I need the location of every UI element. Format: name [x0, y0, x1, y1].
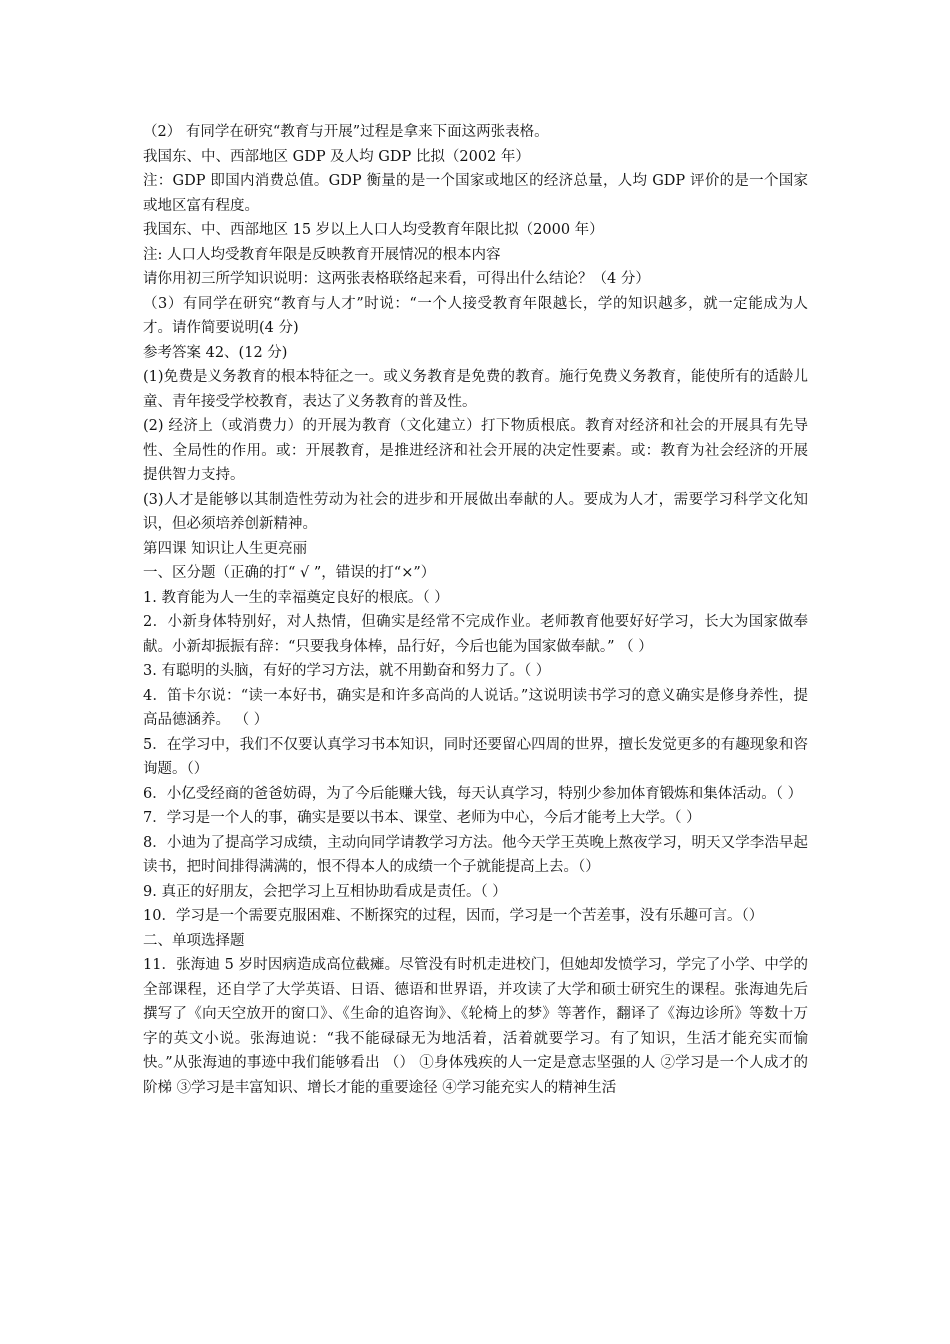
- question-item: 4．笛卡尔说：“读一本好书，确实是和许多高尚的人说话。”这说明读书学习的意义确实是修身养性，提高品德涵养。 （ ）: [143, 687, 808, 728]
- paragraph: （2） 有同学在研究“教育与开展”过程是拿来下面这两张表格。: [143, 124, 549, 140]
- question-item: 7．学习是一个人的事，确实是要以书本、课堂、老师为中心，今后才能考上大学。（ ）: [143, 810, 701, 826]
- paragraph: (3)人才是能够以其制造性劳动为社会的进步和开展做出奉献的人。要成为人才，需要学习科学文化知识，但必须培养创新精神。: [143, 491, 808, 532]
- question-item: 9. 真正的好朋友，会把学习上互相协助看成是责任。（ ）: [143, 883, 507, 900]
- paragraph: 我国东、中、西部地区 GDP 及人均 GDP 比拟（2002 年）: [143, 148, 530, 165]
- paragraph: （3）有同学在研究“教育与人才”时说：“一个人接受教育年限越长，学的知识越多，就一定能成为人才。请作简要说明(4 分): [143, 295, 808, 336]
- section-heading: 二、单项选择题: [143, 932, 245, 949]
- document-body: [143, 120, 808, 1100]
- question-item: 8．小迪为了提高学习成绩，主动向同学请教学习方法。他今天学王英晚上熬夜学习，明天又学李浩早起读书，把时间排得满满的，恨不得本人的成绩一个子就能提高上去。（）: [143, 834, 808, 875]
- paragraph: 注：GDP 即国内消费总值。GDP 衡量的是一个国家或地区的经济总量，人均 GDP 评价的是一个国家或地区富有程度。: [143, 173, 808, 214]
- question-item: 11．张海迪 5 岁时因病造成高位截瘫。尽管没有时机走进校门，但她却发愤学习，学完了小学、中学的全部课程，还自学了大学英语、日语、德语和世界语，并攻读了大学和硕士研究生的课程。张海迪先后撰写了《向天空放开的窗口》、《生命的追咨询》、《轮椅上的梦》等著作，翻译了《海边诊所》等数十万字的英文小说。张海迪说：“我不能碌碌无为地活着，活着就要学习。有了知识，生活才能充实而愉快。”从张海迪的事迹中我们能够看出 （） ①身体残疾的人一定是意志坚强的人 ②学习是一个人成才的阶梯 ③学习是丰富知识、增长才能的重要途径 ④学习能充实人的精神生活: [143, 957, 808, 1096]
- paragraph: (2) 经济上（或消费力）的开展为教育（文化建立）打下物质根底。教育对经济和社会的开展具有先导性、全局性的作用。或：开展教育，是推进经济和社会开展的决定性要素。或：教育为社会经济的开展提供智力支持。: [143, 418, 808, 483]
- lesson-title: 第四课 知识让人生更亮丽: [143, 540, 308, 557]
- paragraph: 请你用初三所学知识说明：这两张表格联络起来看，可得出什么结论？（4 分）: [143, 271, 650, 287]
- paragraph: 我国东、中、西部地区 15 岁以上人口人均受教育年限比拟（2000 年）: [143, 222, 604, 238]
- paragraph: (1)免费是义务教育的根本特征之一。或义务教育是免费的教育。施行免费义务教育，能使所有的适龄儿童、青年接受学校教育，表达了义务教育的普及性。: [143, 369, 808, 410]
- question-item: 2．小新身体特别好，对人热情，但确实是经常不完成作业。老师教育他要好好学习，长大为国家做奉献。小新却振振有辞：“只要我身体棒，品行好，今后也能为国家做奉献。” （ ）: [143, 614, 808, 655]
- answer-heading: 参考答案 42、(12 分): [143, 344, 288, 361]
- question-item: 3. 有聪明的头脑，有好的学习方法，就不用勤奋和努力了。（ ）: [143, 663, 551, 679]
- question-item: 10．学习是一个需要克服困难、不断探究的过程，因而，学习是一个苦差事，没有乐趣可言。（）: [143, 908, 764, 924]
- question-item: 6．小亿受经商的爸爸妨碍，为了今后能赚大钱，每天认真学习，特别少参加体育锻炼和集体活动。（ ）: [143, 785, 803, 802]
- question-item: 5．在学习中，我们不仅要认真学习书本知识，同时还要留心四周的世界，擅长发觉更多的有趣现象和咨询题。（）: [143, 736, 808, 777]
- question-item: 1. 教育能为人一生的幸福奠定良好的根底。（ ）: [143, 589, 449, 606]
- section-heading: 一、区分题（正确的打“ √ ”，错误的打“×”）: [143, 565, 436, 581]
- paragraph: 注: 人口人均受教育年限是反映教育开展情况的根本内容: [143, 246, 501, 263]
